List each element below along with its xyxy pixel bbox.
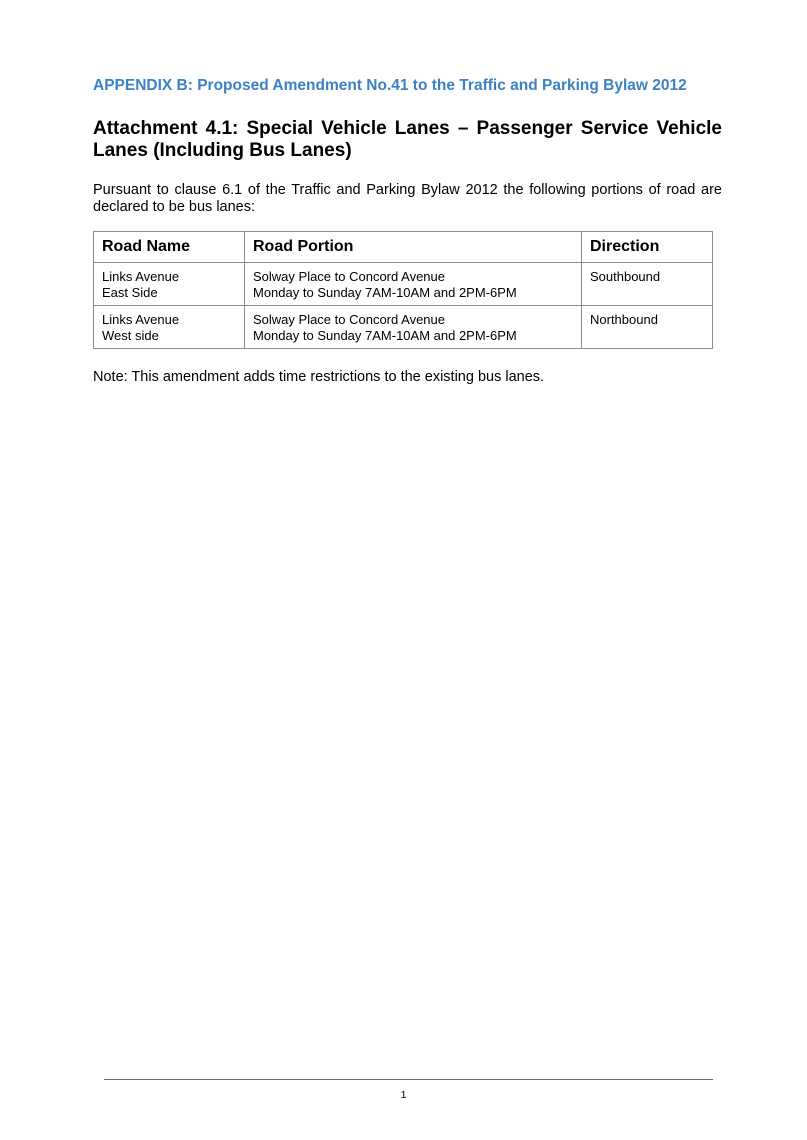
bus-lanes-table <box>93 231 713 349</box>
road-side-line: East Side <box>102 285 158 300</box>
road-times-line: Monday to Sunday 7AM-10AM and 2PM-6PM <box>253 285 517 300</box>
road-side-line: West side <box>102 328 159 343</box>
intro-paragraph: Pursuant to clause 6.1 of the Traffic and Parking Bylaw 2012 the following portions of road are declared to be bus lanes: <box>93 182 722 215</box>
note-paragraph: Note: This amendment adds time restrictions to the existing bus lanes. <box>93 369 545 385</box>
road-name-line: Links Avenue <box>102 269 180 284</box>
attachment-title: Attachment 4.1: Special Vehicle Lanes – Passenger Service Vehicle Lanes (Including Bus Lanes) <box>93 118 722 161</box>
table-row <box>94 263 713 306</box>
header-road-name: Road Name <box>94 232 245 263</box>
page-number: 1 <box>400 1089 407 1101</box>
table-header-row <box>94 232 713 263</box>
road-times-line: Monday to Sunday 7AM-10AM and 2PM-6PM <box>253 328 517 343</box>
header-road-portion: Road Portion <box>245 232 582 263</box>
direction-cell: Southbound <box>582 263 713 306</box>
header-direction: Direction <box>582 232 713 263</box>
road-portion-cell <box>245 263 582 306</box>
road-portion-line: Solway Place to Concord Avenue <box>253 269 445 284</box>
appendix-heading: APPENDIX B: Proposed Amendment No.41 to the Traffic and Parking Bylaw 2012 <box>93 77 687 94</box>
road-name-cell <box>94 306 245 349</box>
table-row <box>94 306 713 349</box>
road-name-cell <box>94 263 245 306</box>
road-portion-line: Solway Place to Concord Avenue <box>253 312 445 327</box>
road-portion-cell <box>245 306 582 349</box>
footer-divider <box>104 1079 713 1080</box>
direction-cell: Northbound <box>582 306 713 349</box>
road-name-line: Links Avenue <box>102 312 180 327</box>
